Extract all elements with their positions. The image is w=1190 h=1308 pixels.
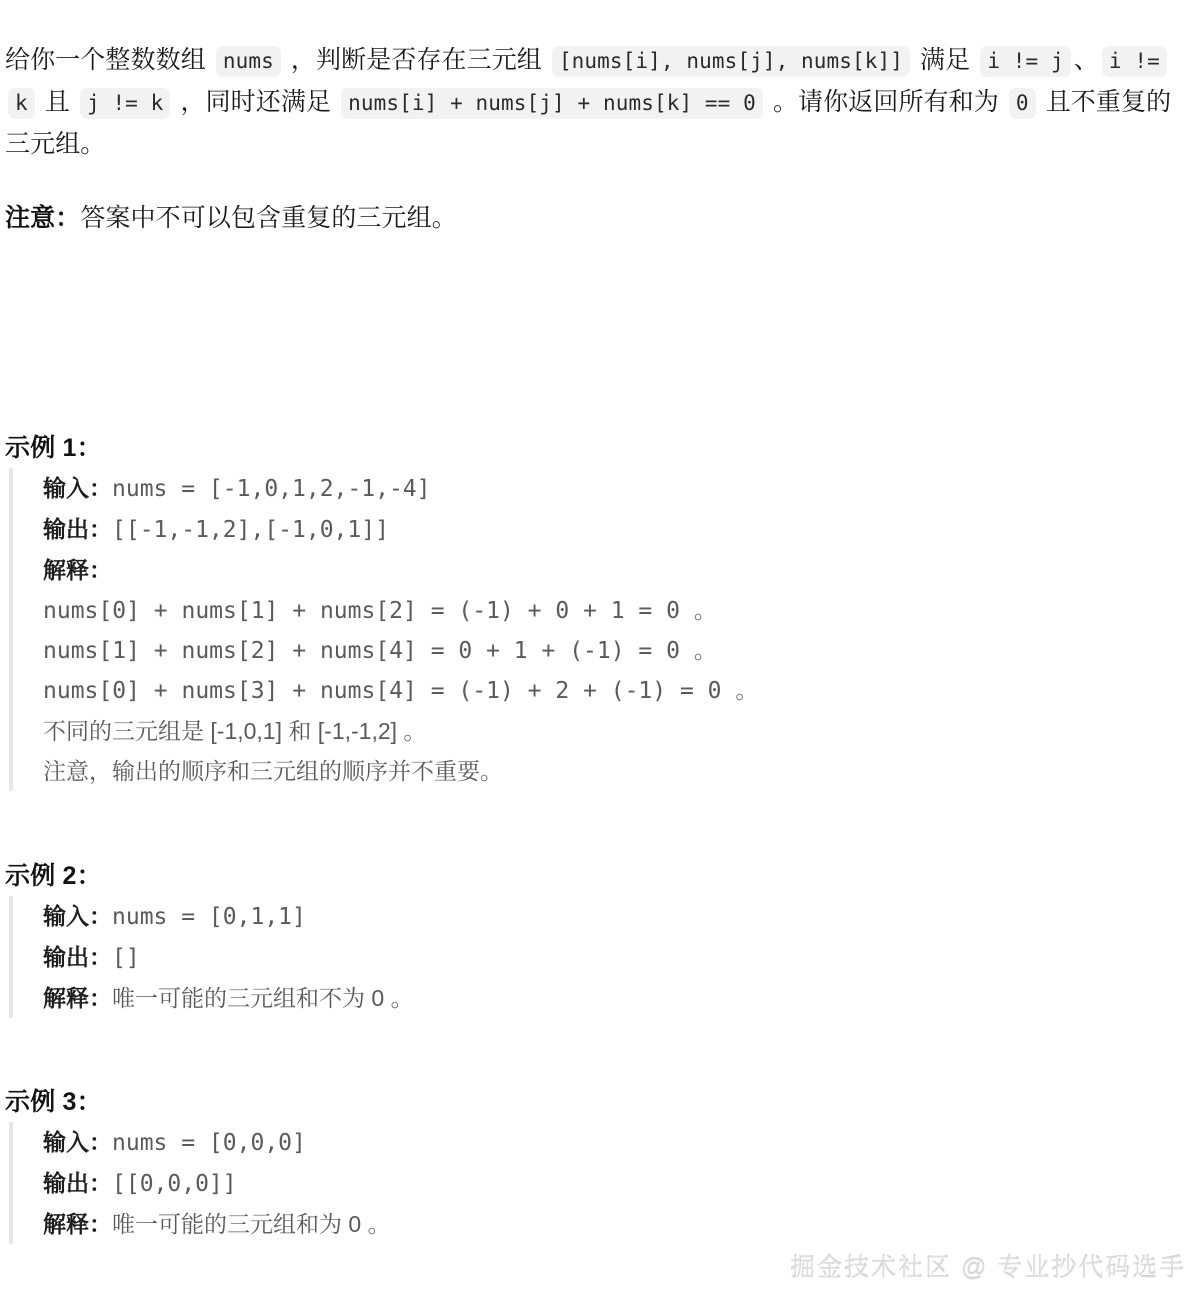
example-1-input-label: 输入： [43, 475, 112, 501]
example-3-input-value: nums = [0,0,0] [112, 1130, 306, 1156]
inline-code-nums: nums [216, 46, 281, 77]
example-3-output-label: 输出： [43, 1170, 112, 1196]
heading-example-3: 示例 3： [5, 1088, 102, 1116]
example-3-output-value: [[0,0,0]] [112, 1171, 237, 1197]
example-2-input-line [43, 896, 414, 937]
intro-text-segment-4: 、 [1073, 46, 1099, 74]
example-3-input-label: 输入： [43, 1129, 112, 1155]
intro-text-segment-2: ，判断是否存在三元组 [283, 46, 549, 74]
intro-text-segment-7: 。请你返回所有和为 [765, 88, 1006, 116]
example-block-2 [9, 896, 414, 1018]
intro-text-segment-6: ，同时还满足 [173, 88, 339, 116]
example-3-explain-text: 唯一可能的三元组和为 0 。 [112, 1211, 391, 1237]
intro-text-segment-3: 满足 [913, 46, 978, 74]
example-2-input-label: 输入： [43, 903, 112, 929]
example-1-explain-label: 解释： [43, 557, 112, 583]
heading-example-2: 示例 2： [5, 862, 102, 890]
example-2-explain-line [43, 978, 414, 1018]
example-2-explain-text: 唯一可能的三元组和不为 0 。 [112, 985, 414, 1011]
heading-example-1: 示例 1： [5, 434, 102, 462]
example-1-input-line [43, 468, 758, 509]
example-1-explain-order: 注意，输出的顺序和三元组的顺序并不重要。 [43, 758, 503, 784]
example-1-explain-calc-1: nums[0] + nums[1] + nums[2] = (-1) + 0 + 1 = 0 。 [43, 598, 717, 624]
example-2-output-value: [] [112, 945, 140, 971]
example-1-explain-line [43, 550, 758, 591]
note-label: 注意： [5, 204, 81, 232]
example-1-input-value: nums = [-1,0,1,2,-1,-4] [112, 476, 431, 502]
example-1-output-label: 输出： [43, 516, 112, 542]
example-1-output-line [43, 509, 758, 550]
inline-code-sum-equals-zero: nums[i] + nums[j] + nums[k] == 0 [341, 88, 763, 119]
example-3-explain-line [43, 1204, 391, 1244]
intro-text-segment-5: 且 [37, 88, 77, 116]
example-1-explain-calc-3: nums[0] + nums[3] + nums[4] = (-1) + 2 + (-1) = 0 。 [43, 678, 759, 704]
example-3-input-line [43, 1122, 391, 1163]
note-text: 答案中不可以包含重复的三元组。 [80, 204, 457, 232]
intro-text-segment-8: 且不重复的三元组。 [5, 88, 1172, 158]
inline-code-triplet: [nums[i], nums[j], nums[k]] [552, 46, 910, 77]
example-3-explain-label: 解释： [43, 1211, 112, 1237]
example-block-1 [9, 468, 758, 791]
example-1-output-value: [[-1,-1,2],[-1,0,1]] [112, 517, 389, 543]
example-1-explain-calc-2: nums[1] + nums[2] + nums[4] = 0 + 1 + (-1) = 0 。 [43, 638, 717, 664]
note-paragraph [5, 197, 1185, 239]
example-block-3 [9, 1122, 391, 1244]
inline-code-zero: 0 [1009, 88, 1036, 119]
inline-code-j-neq-k: j != k [80, 88, 170, 119]
inline-code-i-neq-k: i != k [8, 46, 1167, 119]
example-2-explain-label: 解释： [43, 985, 112, 1011]
inline-code-i-neq-j: i != j [980, 46, 1070, 77]
example-2-output-label: 输出： [43, 944, 112, 970]
watermark: 掘金技术社区 @ 专业抄代码选手 [790, 1254, 1187, 1282]
problem-statement-paragraph [5, 39, 1185, 165]
example-3-output-line [43, 1163, 391, 1204]
example-1-explain-distinct: 不同的三元组是 [-1,0,1] 和 [-1,-1,2] 。 [43, 718, 427, 744]
intro-text-segment-1: 给你一个整数数组 [5, 46, 213, 74]
example-2-input-value: nums = [0,1,1] [112, 904, 306, 930]
example-2-output-line [43, 937, 414, 978]
